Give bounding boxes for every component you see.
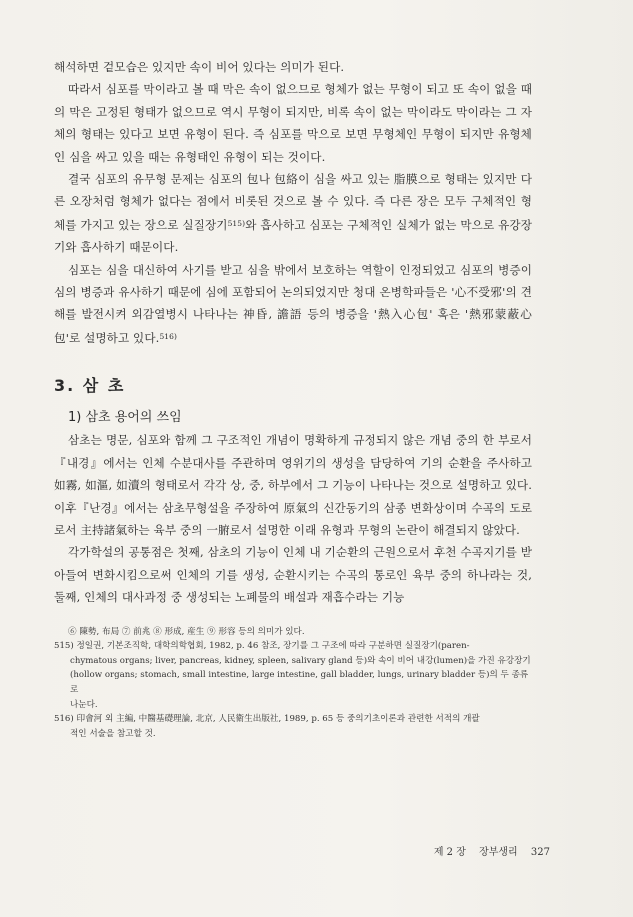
paragraph-3 <box>54 168 532 259</box>
paragraph-2: 따라서 심포를 막이라고 볼 때 막은 속이 없으므로 형체가 없는 무형이 되고 또 속이 없을 때의 막은 고정된 형태가 없으므로 역시 무형이 되지만, 비록 속이 없는 막이라도 막이라는 그 자체의 형태는 있다고 보면 유형이 된다. 즉 심포를 막으로 보면 무형체인 무형이 되지만 유형체인 심을 싸고 있을 때는 유형태인 유형이 되는 것이다. <box>54 82 532 164</box>
page-number: 327 <box>530 847 550 858</box>
section-heading <box>54 373 532 396</box>
page-footer <box>400 843 550 858</box>
footnote-515-line-2: chymatous organs; liver, pancreas, kidney, spleen, salivary gland 등)와 속이 비어 내강(lumen)을 가진 유강장기 <box>70 655 531 666</box>
section-number: 3. <box>54 376 76 396</box>
section-title: 삼 초 <box>82 376 126 396</box>
footnote-continuation: ⑥ 陳勢, 布局 ⑦ 前兆 ⑧ 形成, 産生 ⑨ 形容 등의 의미가 있다. <box>68 626 305 637</box>
footnote-516-line-2: 적인 서술을 참고할 것. <box>70 728 156 739</box>
footnote-515-line-1: 515) 정일권, 기본조직학, 대학의학협회, 1982, p. 46 참조, 장기를 그 구조에 따라 구분하면 실질장기(paren- <box>54 641 470 652</box>
footnote-ref-516: 516) <box>159 331 178 341</box>
paragraph-3-tail: 와 흡사하고 심포는 구체적인 실체가 없는 막으로 유강장기와 흡사하기 때문이다. <box>54 217 532 255</box>
paragraph-4-text: 심포는 심을 대신하여 사기를 받고 심을 밖에서 보호하는 역할이 인정되었고 심포의 병증이 심의 병증과 유사하기 때문에 심에 포함되어 논의되었지만 청대 온병학파들은 '心不受邪'의 견해를 발전시켜 외감열병시 나타나는 神昏, 譫語 등의 병증을 '熱入心包' 혹은 '熱邪蒙蔽心包'로 설명하고 있다. <box>54 262 532 345</box>
subsection-heading <box>68 406 532 425</box>
paragraph-4 <box>54 259 532 350</box>
section-paragraph-2: 각가학설의 공통점은 첫째, 삼초의 기능이 인체 내 기순환의 근원으로서 후천 수곡지기를 받아들여 변화시킴으로써 인체의 기를 생성, 순환시키는 수곡의 통로인 육부 중의 하나라는 것, 둘째, 인체의 대사과정 중 생성되는 노폐물의 배설과 재흡수라는 기능 <box>54 545 532 605</box>
section-paragraph-1: 삼초는 명문, 심포와 함께 그 구조적인 개념이 명확하게 규정되지 않은 개념 중의 한 부로서『내경』에서는 인체 수분대사를 주관하며 영위기의 생성을 담당하여 기의 순환을 주사하고 如霧, 如漚, 如瀆의 형태로서 각각 상, 중, 하부에서 그 기능이 나타나는 것으로 설명하고 있다. 이후『난경』에서는 삼초무형설을 주장하여 原氣의 신간동기의 삼종 변화상이며 수곡의 도로로서 主持諸氣하는 육부 중의 一腑로서 설명한 이래 유형과 무형의 논란이 해결되지 않았다. <box>54 433 532 537</box>
footnote-ref-515: 515) <box>227 218 246 228</box>
footnote-515-line-4: 나눈다. <box>70 699 98 710</box>
paragraph-3-text: 결국 심포의 유무형 문제는 심포의 包나 包絡이 심을 싸고 있는 脂膜으로 형태는 있지만 다른 오장처럼 형체가 없다는 점에서 비롯된 것으로 볼 수 있다. 즉 다른 장은 모두 구체적인 형체를 가지고 있는 장으로 실질장기 <box>54 172 532 232</box>
subsection-number: 1) <box>68 410 82 426</box>
footnote-516-line-1: 516) 印會河 외 主編, 中醫基礎理論, 北京, 人民衛生出版社, 1989, p. 65 등 중의기초이론과 관련한 서적의 개괄 <box>54 714 480 725</box>
footnote-515-line-3: (hollow organs; stomach, small intestine, large intestine, gall bladder, lungs, urinary bladder 등)의 두 종류로 <box>70 670 529 695</box>
footer-chapter-title: 장부생리 <box>479 847 518 858</box>
footer-chapter: 제 2 장 <box>433 847 466 858</box>
subsection-title: 삼초 용어의 쓰임 <box>85 410 182 426</box>
footnotes <box>54 625 532 742</box>
page-body <box>54 56 532 741</box>
paragraph-1: 해석하면 겉모습은 있지만 속이 비어 있다는 의미가 된다. <box>54 60 345 74</box>
